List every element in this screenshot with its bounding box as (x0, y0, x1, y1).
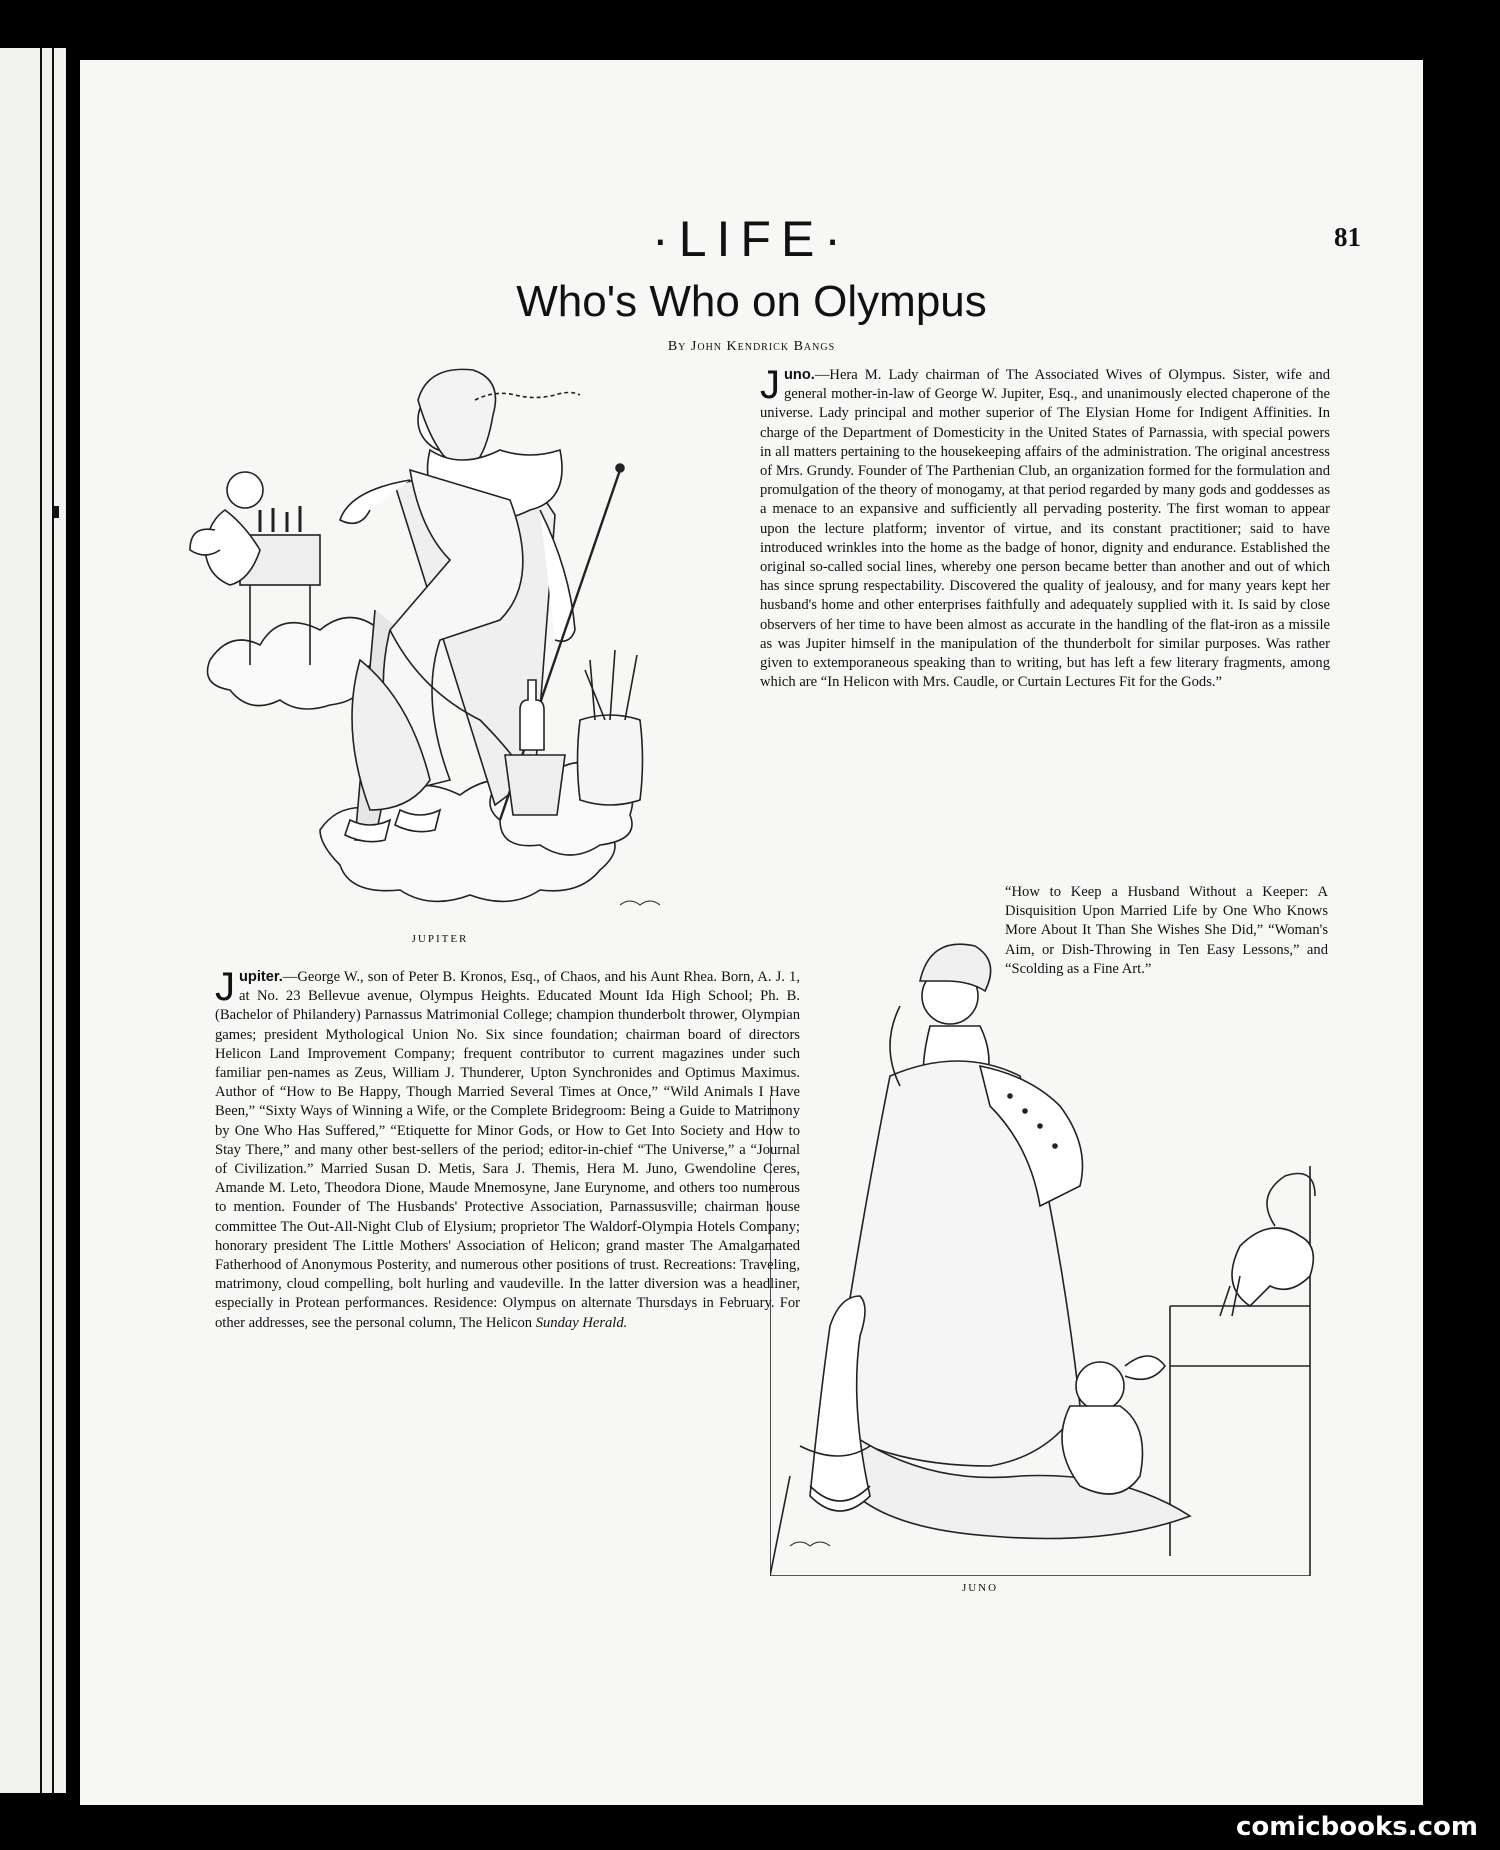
jupiter-illustration (180, 360, 680, 920)
page-fold-line (40, 48, 42, 1793)
juno-entry-continued: “How to Keep a Husband Without a Keeper: A Disquisition Upon Married Life by One Who Knows More About It Than She Wishes She Did,” “Woman's Aim, or Dish-Throwing in Ten Easy Lessons,” and “Scolding as a Fine Art.” (1005, 884, 1328, 977)
juno-lead: uno. (784, 367, 815, 383)
jupiter-entry (215, 965, 800, 1333)
site-watermark: comicbooks.com (1235, 1812, 1478, 1842)
jupiter-caption: JUPITER (411, 933, 469, 945)
jupiter-body: —George W., son of Peter B. Kronos, Esq., of Chaos, and his Aunt Rhea. Born, A. J. 1, at No. 23 Bellevue avenue, Olympus Heights. Educated Mount Ida High School; Ph. B. (Bachelor of Philandery) Parnassus Matrimonial College; champion thunderbolt thrower, Olympian games; president Mythological Union No. Six since foundation; chairman board of directors Helicon Land Improvement Company; frequent contributor to current magazines under such familiar pen-names as Zeus, William J. Thunderer, Upton Synchronides and Optimus Maximus. Author of “How to Be Happy, Though Married Several Times at Once,” “Wild Animals I Have Been,” “Sixty Ways of Winning a Wife, or the Complete Bridegroom: Being a Guide to Matrimony by One Who Has Suffered,” “Etiquette for Minor Gods, or How to Get Into Society and How to Stay There,” and many other best-sellers of the period; editor-in-chief “The Universe,” a “Journal of Civilization.” Married Susan D. Metis, Sara J. Themis, Hera M. Juno, Gwendoline Ceres, Amande M. Leto, Theodora Dione, Maude Mnemosyne, Jane Eurynome, and others too numerous to mention. Founder of The Husbands' Protective Association, Parnassusville; chairman house committee The Out-All-Night Club of Elysium; proprietor The Waldorf-Olympia Hotels Company; honorary president The Little Mothers' Association of Helicon; grand master The Amalgamated Fatherhood of Anonymous Posterity, and numerous other positions of trust. Recreations: Traveling, matrimony, cloud compelling, bolt hurling and vaudeville. In the latter diversion was a headliner, especially in Protean performances. Residence: Olympus on alternate Thursdays in February. For other addresses, see the personal column, The Helicon (215, 969, 800, 1331)
jupiter-dropcap: J (215, 965, 235, 1009)
juno-entry (760, 363, 1330, 692)
article-byline: By John Kendrick Bangs (667, 339, 836, 354)
juno-body: —Hera M. Lady chairman of The Associated Wives of Olympus. Sister, wife and general mother-in-law of George W. Jupiter, Esq., and unanimously elected chaperone of the universe. Lady principal and mother superior of The Elysian Home for Indigent Affinities. In charge of the Department of Domesticity in the United States of Parnassia, with special powers in all matters pertaining to the housekeeping affairs of the administration. The original ancestress of Mrs. Grundy. Founder of The Parthenian Club, an organization formed for the formulation and promulgation of the theory of monogamy, at that period regarded by many gods and goddesses as a menace to an expansive and sufficiently all pervading posterity. The first woman to appear upon the lecture platform; inventor of virtue, and its constant practitioner; said to have introduced wrinkles into the home as the badge of honor, dignity and endurance. Established the original so-called social lines, whereby one person became better than another and out of which has since sprung respectability. Discovered the quality of jealousy, and for many years kept her husband's home and other enterprises faithfully and adequately supplied with it. Is said by close observers of her time to have been almost as accurate in the handling of the flat-iron as a missile as was Jupiter himself in the manipulation of the thunderbolt for similar purposes. Was rather given to extemporaneous speaking than to writing, but has left a few literary fragments, among which are “In Helicon with Mrs. Caudle, or Curtain Lectures Fit for the Gods.” (760, 367, 1330, 691)
jupiter-body-italic: Sunday Herald. (535, 1314, 628, 1331)
previous-page-edge (0, 48, 66, 1793)
binding-mark (54, 506, 59, 518)
juno-caption: JUNO (961, 1582, 999, 1594)
masthead-title: ·LIFE· (652, 211, 851, 267)
jupiter-lead: upiter. (239, 969, 283, 985)
magazine-page (80, 60, 1423, 1805)
page-fold-line (52, 48, 54, 1793)
page-number: 81 (1334, 222, 1361, 252)
juno-illustration (770, 926, 1330, 1576)
juno-dropcap: J (760, 363, 780, 407)
article-title: Who's Who on Olympus (516, 277, 987, 326)
